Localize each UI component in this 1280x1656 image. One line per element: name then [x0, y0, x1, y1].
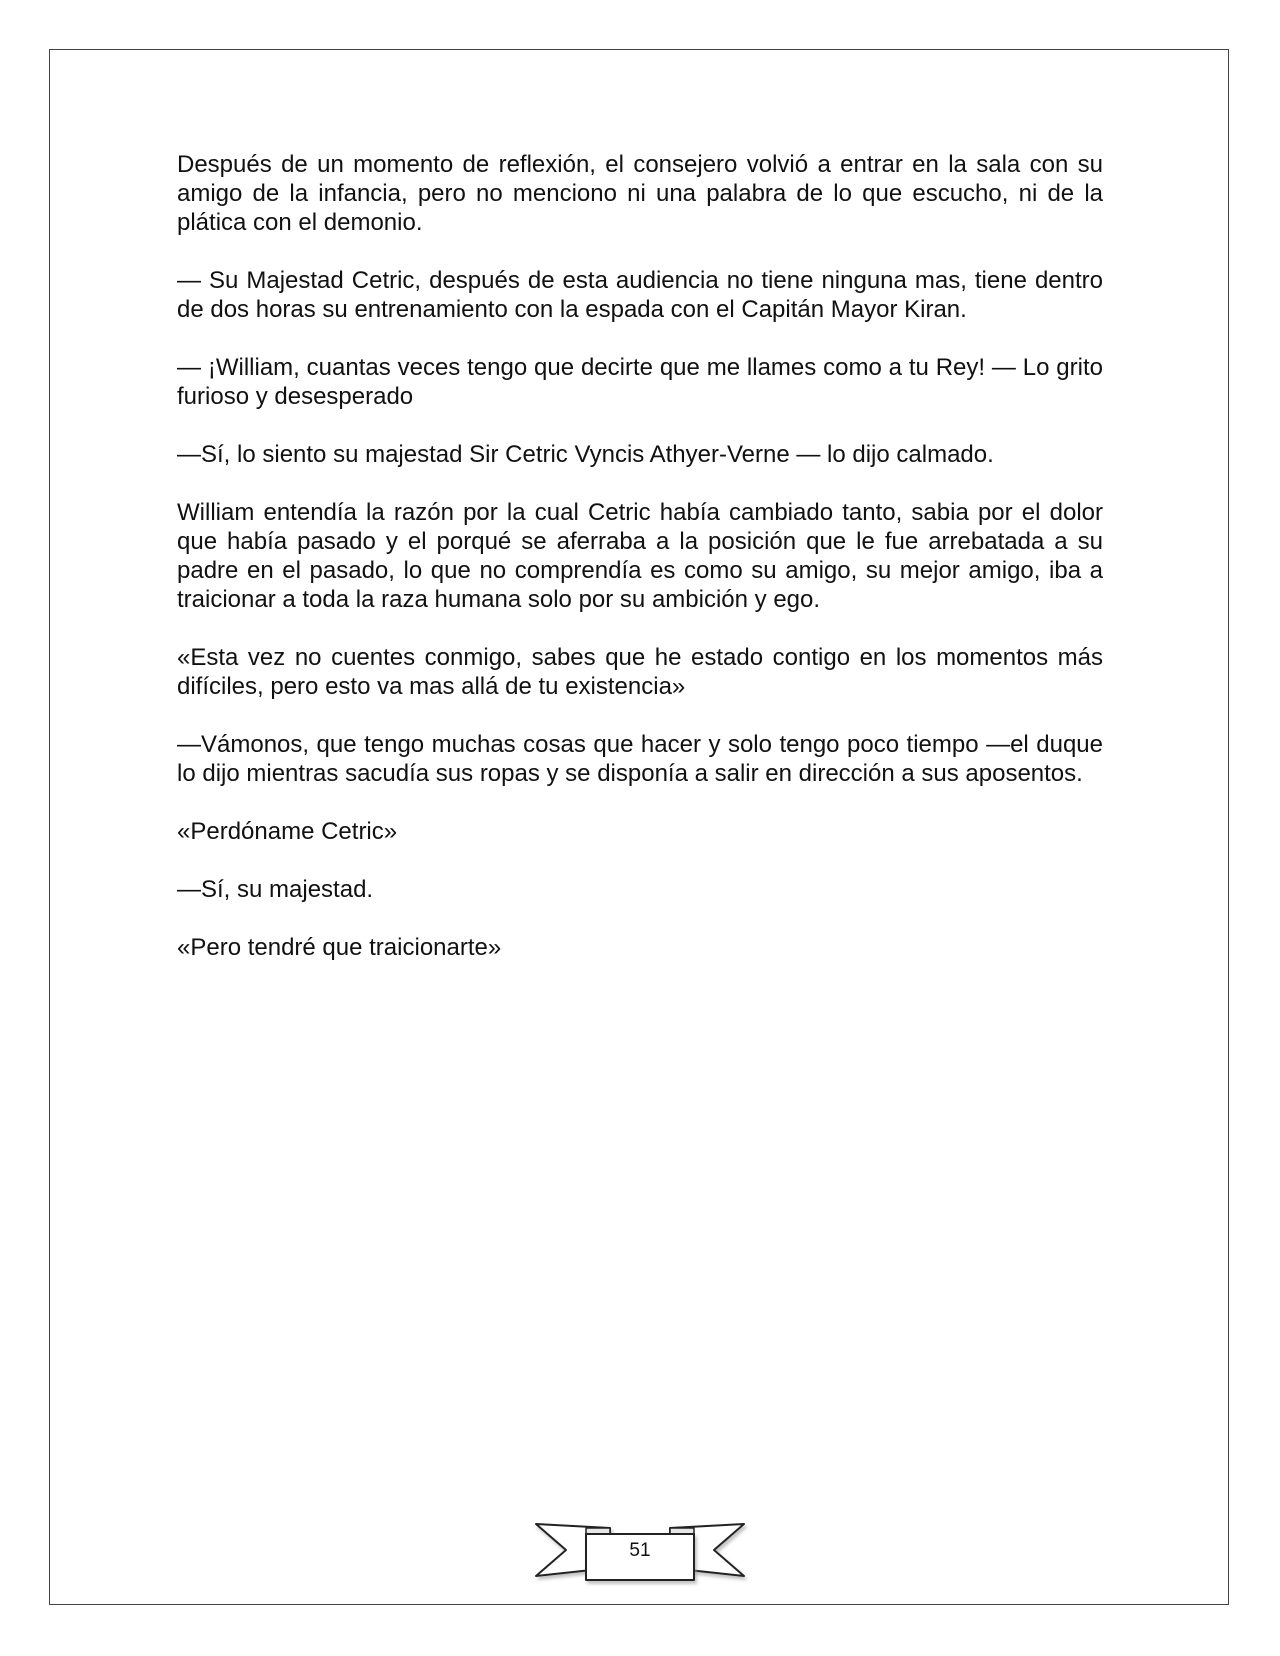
- text-body: [177, 150, 1103, 991]
- paragraph: «Esta vez no cuentes conmigo, sabes que he estado contigo en los momentos más difíciles, pero esto va mas allá de tu existencia»: [177, 644, 1103, 700]
- paragraph: William entendía la razón por la cual Cetric había cambiado tanto, sabia por el dolor que había pasado y el porqué se aferraba a la posición que le fue arrebatada a su padre en el pasado, lo que no comprendía es como su amigo, su mejor amigo, iba a traicionar a toda la raza humana solo por su ambición y ego.: [177, 499, 1103, 613]
- paragraph: — Su Majestad Cetric, después de esta audiencia no tiene ninguna mas, tiene dentro de dos horas su entrenamiento con la espada con el Capitán Mayor Kiran.: [177, 267, 1103, 323]
- paragraph: —Vámonos, que tengo muchas cosas que hacer y solo tengo poco tiempo —el duque lo dijo mientras sacudía sus ropas y se disponía a salir en dirección a sus aposentos.: [177, 731, 1103, 787]
- page-number: 51: [629, 1540, 651, 1561]
- paragraph: — ¡William, cuantas veces tengo que decirte que me llames como a tu Rey! — Lo grito furioso y desesperado: [177, 354, 1103, 410]
- paragraph: Después de un momento de reflexión, el consejero volvió a entrar en la sala con su amigo de la infancia, pero no menciono ni una palabra de lo que escucho, ni de la plática con el demonio.: [177, 151, 1103, 236]
- paragraph: «Pero tendré que traicionarte»: [177, 934, 502, 961]
- paragraph: —Sí, su majestad.: [177, 876, 374, 903]
- paragraph: «Perdóname Cetric»: [177, 818, 398, 845]
- page-number-banner: [530, 1516, 750, 1588]
- paragraph: —Sí, lo siento su majestad Sir Cetric Vyncis Athyer-Verne — lo dijo calmado.: [177, 441, 994, 468]
